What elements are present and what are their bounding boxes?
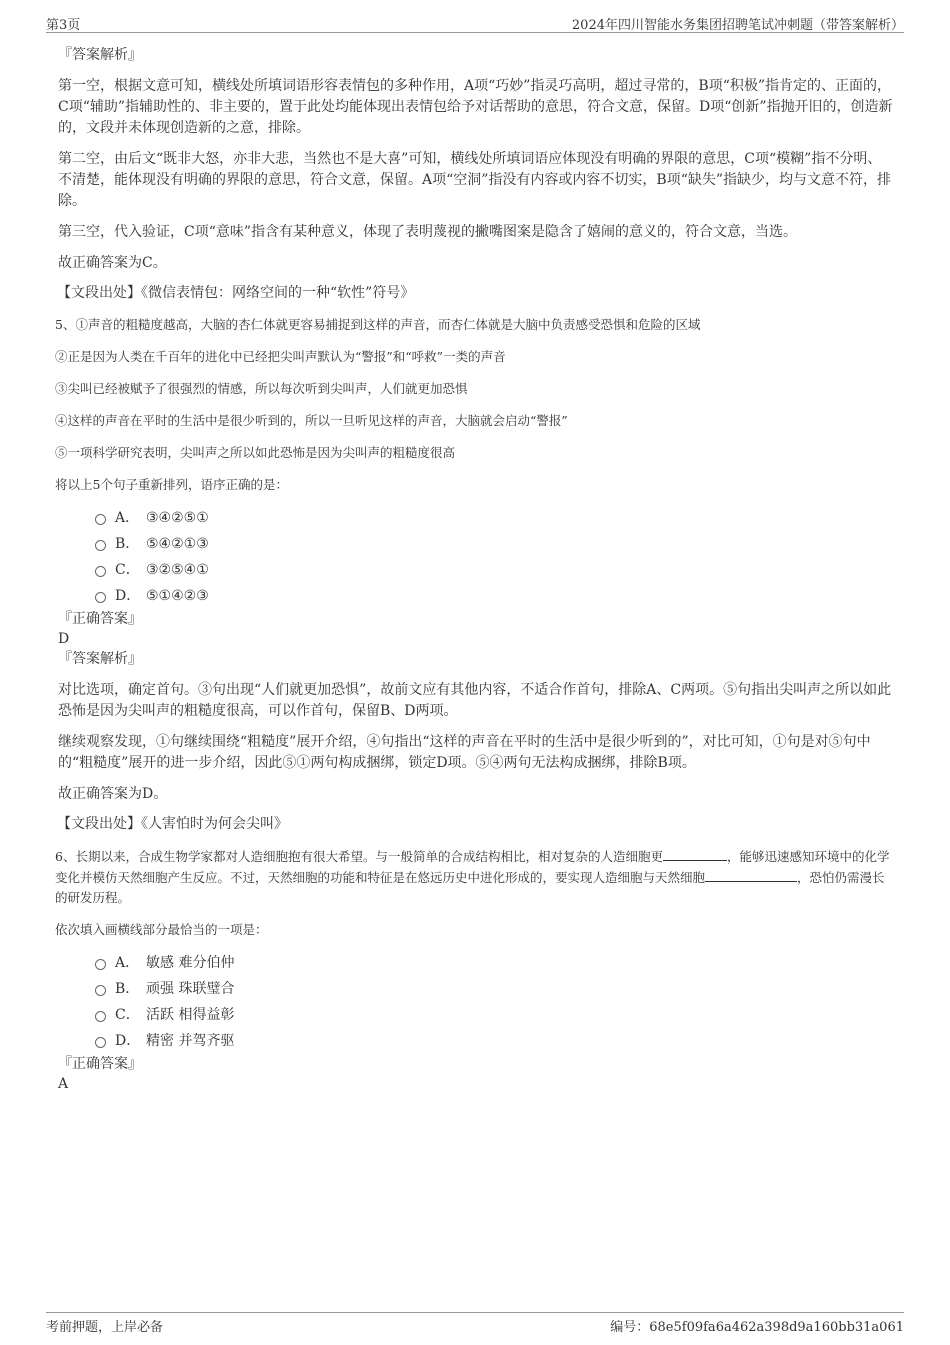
question-6 bbox=[55, 846, 897, 1094]
radio-icon[interactable] bbox=[95, 514, 106, 525]
question-stem-line: 5、①声音的粗糙度越高，大脑的杏仁体就更容易捕捉到这样的声音，而杏仁体就是大脑中负责感受恐惧和危险的区域 bbox=[55, 317, 701, 332]
analysis-label: 『答案解析』 bbox=[58, 651, 142, 667]
page-header bbox=[46, 14, 904, 33]
radio-icon[interactable] bbox=[95, 1011, 106, 1022]
question-prompt: 依次填入画横线部分最恰当的一项是： bbox=[55, 922, 268, 937]
options-list bbox=[95, 952, 897, 1056]
option-letter: A． bbox=[115, 510, 140, 526]
option-a[interactable] bbox=[95, 507, 897, 533]
source-citation: 【文段出处】《微信表情包：网络空间的一种“软性”符号》 bbox=[57, 285, 415, 301]
option-text: ③④②⑤① bbox=[146, 510, 209, 526]
fill-blank bbox=[663, 846, 727, 861]
question-stem-line: ④这样的声音在平时的生活中是很少听到的，所以一旦听见这样的声音，大脑就会启动“警报” bbox=[55, 413, 568, 428]
option-letter: B． bbox=[115, 536, 140, 552]
options-list bbox=[95, 507, 897, 611]
option-text: 精密 并驾齐驱 bbox=[146, 1033, 235, 1049]
stem-text: ，恐怕仍需漫长的研发历程。 bbox=[55, 870, 885, 905]
option-b[interactable] bbox=[95, 978, 897, 1004]
analysis-paragraph: 第二空，由后文“既非大怒，亦非大悲，当然也不是大喜”可知，横线处所填词语应体现没有明确的界限的意思，C项“模糊”指不分明、不清楚，能体现没有明确的界限的意思，符合文意，保留。A项“空洞”指没有内容或内容不切实，B项“缺失”指缺少，均与文意不符，排除。 bbox=[58, 151, 892, 209]
question-5 bbox=[55, 315, 897, 834]
radio-icon[interactable] bbox=[95, 959, 106, 970]
option-letter: C． bbox=[115, 1007, 140, 1023]
analysis-paragraph: 第一空，根据文意可知，横线处所填词语形容表情包的多种作用，A项“巧妙”指灵巧高明，超过寻常的，B项“积极”指肯定的、正面的，C项“辅助”指辅助性的、非主要的，置于此处均能体现出表情包给予对话帮助的意思，符合文意，保留。D项“创新”指抛开旧的，创造新的，文段并未体现创造新的之意，排除。 bbox=[58, 78, 893, 136]
page-content bbox=[55, 45, 897, 1094]
radio-icon[interactable] bbox=[95, 540, 106, 551]
correct-answer-label: 『正确答案』 bbox=[58, 611, 142, 627]
option-c[interactable] bbox=[95, 1004, 897, 1030]
analysis-paragraph: 继续观察发现，①句继续围绕“粗糙度”展开介绍，④句指出“这样的声音在平时的生活中是很少听到的”，对比可知，①句是对⑤句中的“粗糙度”展开的进一步介绍，因此⑤①两句构成捆绑，锁定D项。⑤④两句无法构成捆绑，排除B项。 bbox=[58, 734, 871, 771]
source-citation: 【文段出处】《人害怕时为何会尖叫》 bbox=[57, 816, 288, 832]
analysis-paragraph: 对比选项，确定首句。③句出现“人们就更加恐惧”，故前文应有其他内容，不适合作首句，排除A、C两项。⑤句指出尖叫声之所以如此恐怖是因为尖叫声的粗糙度很高，可以作首句，保留B、D两项。 bbox=[58, 682, 892, 719]
option-letter: A． bbox=[115, 955, 140, 971]
analysis-paragraph: 第三空，代入验证，C项“意味”指含有某种意义，体现了表明蔑视的撇嘴图案是隐含了嬉闹的意义的，符合文意，当选。 bbox=[58, 224, 798, 240]
radio-icon[interactable] bbox=[95, 1037, 106, 1048]
question-stem-line: ③尖叫已经被赋予了很强烈的情感，所以每次听到尖叫声，人们就更加恐惧 bbox=[55, 381, 468, 396]
conclusion: 故正确答案为C。 bbox=[58, 255, 167, 271]
option-text: 敏感 难分伯仲 bbox=[146, 955, 235, 971]
option-text: 顽强 珠联璧合 bbox=[146, 981, 235, 997]
stem-text: 6、长期以来，合成生物学家都对人造细胞抱有很大希望。与一般简单的合成结构相比，相对复杂的人造细胞更 bbox=[55, 849, 663, 864]
option-letter: B． bbox=[115, 981, 140, 997]
question-stem-line: ⑤一项科学研究表明，尖叫声之所以如此恐怖是因为尖叫声的粗糙度很高 bbox=[55, 445, 456, 460]
document-title: 2024年四川智能水务集团招聘笔试冲刺题（带答案解析） bbox=[571, 18, 904, 33]
option-b[interactable] bbox=[95, 533, 897, 559]
question-stem-line: ②正是因为人类在千百年的进化中已经把尖叫声默认为“警报”和“呼救”一类的声音 bbox=[55, 349, 506, 364]
option-text: ⑤④②①③ bbox=[146, 536, 209, 552]
option-text: ⑤①④②③ bbox=[146, 588, 209, 604]
option-a[interactable] bbox=[95, 952, 897, 978]
option-c[interactable] bbox=[95, 559, 897, 585]
analysis-label: 『答案解析』 bbox=[58, 47, 142, 63]
radio-icon[interactable] bbox=[95, 566, 106, 577]
radio-icon[interactable] bbox=[95, 985, 106, 996]
option-d[interactable] bbox=[95, 1030, 897, 1056]
page-footer bbox=[46, 1312, 904, 1336]
option-text: 活跃 相得益彰 bbox=[146, 1007, 235, 1023]
option-d[interactable] bbox=[95, 585, 897, 611]
conclusion: 故正确答案为D。 bbox=[58, 786, 168, 802]
stem-text: ，能够迅速感知环境中的化学变化并模仿天然细胞产生反应。不过，天然细胞的功能和特征是在悠远历史中进化形成的，要实现人造细胞与天然细胞 bbox=[55, 849, 890, 885]
option-letter: D． bbox=[115, 1033, 141, 1049]
correct-answer-label: 『正确答案』 bbox=[58, 1056, 142, 1072]
option-letter: D． bbox=[115, 588, 141, 604]
option-letter: C． bbox=[115, 562, 140, 578]
document-id: 编号：68e5f09fa6a462a398d9a160bb31a061 bbox=[610, 1320, 904, 1335]
question-stem bbox=[55, 846, 897, 908]
option-text: ③②⑤④① bbox=[146, 562, 209, 578]
question-prompt: 将以上5个句子重新排列，语序正确的是： bbox=[55, 477, 288, 492]
correct-answer: A bbox=[58, 1076, 69, 1092]
footer-slogan: 考前押题，上岸必备 bbox=[46, 1320, 164, 1335]
correct-answer: D bbox=[58, 631, 70, 647]
page-number: 第3页 bbox=[46, 18, 81, 33]
radio-icon[interactable] bbox=[95, 592, 106, 603]
fill-blank bbox=[705, 867, 797, 882]
